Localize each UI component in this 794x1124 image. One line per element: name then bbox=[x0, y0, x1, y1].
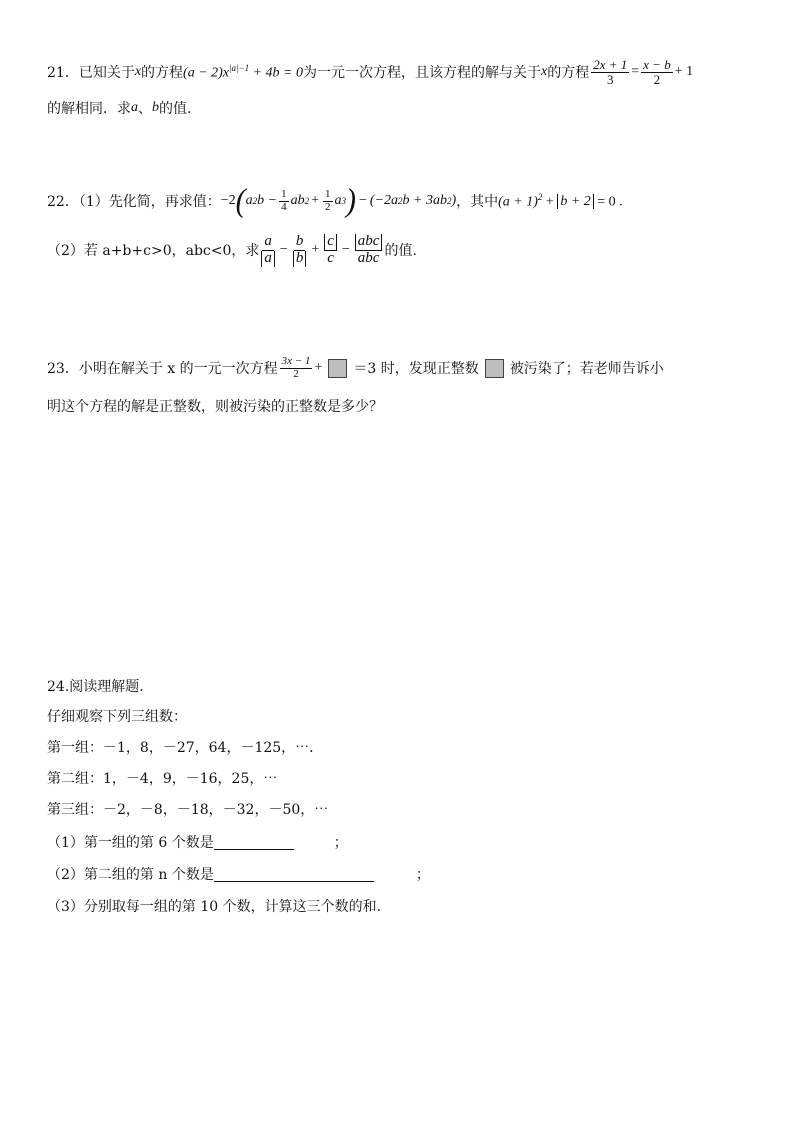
frac-a-over-abs-a: $\frac{a}{a}$ bbox=[261, 234, 275, 267]
q24-intro: 仔细观察下列三组数： bbox=[47, 709, 187, 725]
frac-3x-minus-1: $\frac{3x - 1}{2}$ bbox=[281, 355, 311, 380]
q22-part1 bbox=[47, 182, 623, 219]
paren-left: ( bbox=[235, 182, 246, 219]
separator: 、 bbox=[138, 101, 152, 117]
q24-group3: 第三组：－2，－8，－18，－32，－50，⋯ bbox=[47, 802, 329, 818]
eq1-right: + 4b = 0 bbox=[252, 65, 303, 81]
q22-expression: −2 ( a 2 b − $\frac{1}{4}$ ab 2 + $\frac{1}{2}$ a 3 ) − (−2a 2 b + 3ab 2 ) bbox=[220, 182, 457, 219]
q23-prefix: 23．小明在解关于 x 的一元一次方程 bbox=[47, 361, 278, 378]
paren-right: ) bbox=[346, 182, 356, 219]
q23-suffix: 被污染了；若老师告诉小 bbox=[509, 361, 664, 378]
q22-part2-prefix: （2）若 a+b+c>0，abc<0，求 bbox=[47, 243, 260, 260]
q21-line1 bbox=[47, 58, 693, 86]
q22-part2: （2）若 a+b+c>0，abc<0，求 $\frac{a}{a}$ − $\frac{b}{b}$ + $\frac{c}{c}$ − $\frac{\text{abc}}{\text{abc}}$ 的值. bbox=[47, 233, 417, 266]
var-x-2: x bbox=[540, 64, 548, 80]
frac-abs-abc-over-abc: $\frac{\text{abc}}{\text{abc}}$ bbox=[355, 234, 383, 267]
frac-b-over-abs-b: $\frac{b}{b}$ bbox=[293, 234, 307, 267]
q21-middle: 为一元一次方程，且该方程的解与关于 bbox=[302, 65, 541, 82]
q22-condition-prefix: ，其中 bbox=[456, 194, 499, 210]
var-b: b bbox=[152, 100, 159, 115]
frac-1-4: $\frac{1}{4}$ bbox=[281, 187, 287, 213]
frac-x-minus-b: $\frac{x - b}{2}$ bbox=[643, 57, 671, 87]
eq1-left: (a − 2)x bbox=[183, 65, 230, 81]
plus-one: + 1 bbox=[674, 64, 694, 80]
q24-q3: （3）分别取每一组的第 10 个数，计算这三个数的和. bbox=[47, 899, 382, 915]
q24-q2: （2）第二组的第 n 个数是 ； bbox=[47, 867, 430, 883]
q21-eq2-label: 的方程 bbox=[547, 65, 590, 82]
smudged-box-1 bbox=[328, 359, 347, 378]
q22-part1-prefix: 22．（1）先化简，再求值： bbox=[47, 194, 221, 210]
q21-line2 bbox=[47, 98, 191, 118]
q23-line1: 23．小明在解关于 x 的一元一次方程 $\frac{3x - 1}{2}$ + ＝3 时，发现正整数 被污染了；若老师告诉小 bbox=[47, 355, 664, 380]
q23-line2: 明这个方程的解是正整数，则被污染的正整数是多少？ bbox=[47, 399, 383, 415]
answer-blank-2[interactable] bbox=[214, 867, 374, 882]
answer-blank-1[interactable] bbox=[214, 835, 294, 850]
abs-b-plus-2: b + 2 bbox=[557, 194, 593, 209]
q21-eq1 bbox=[183, 63, 303, 82]
smudged-box-2 bbox=[485, 359, 504, 378]
q24-q1: （1）第一组的第 6 个数是 ； bbox=[47, 835, 348, 851]
q21-line2-suffix: 的值. bbox=[159, 101, 192, 117]
var-a: a bbox=[131, 100, 138, 115]
q22-condition: $(a + 1)^2 + b + 2 = 0$ . bbox=[498, 191, 623, 210]
q24-group1: 第一组：－1，8，－27，64，－125，⋯. bbox=[47, 740, 314, 756]
q23-equals: ＝3 时，发现正整数 bbox=[353, 361, 479, 378]
q21-prefix: 21．已知关于 bbox=[47, 65, 135, 82]
frac-abs-c-over-c: $\frac{c}{c}$ bbox=[324, 234, 337, 267]
equals-sign: = bbox=[631, 64, 640, 80]
frac-2x-plus-1: $\frac{2x + 1}{3}$ bbox=[593, 57, 628, 87]
q22-part2-suffix: 的值. bbox=[384, 243, 417, 260]
var-x: x bbox=[134, 64, 142, 80]
q21-line2-prefix: 的解相同．求 bbox=[47, 101, 131, 117]
q24-title: 24.阅读理解题. bbox=[47, 679, 144, 695]
q24-group2: 第二组：1，－4，9，－16，25，⋯ bbox=[47, 771, 278, 787]
eq1-exponent: |a|−1 bbox=[229, 62, 250, 73]
frac-1-2: $\frac{1}{2}$ bbox=[325, 187, 331, 213]
q21-eq-label: 的方程 bbox=[141, 65, 184, 82]
